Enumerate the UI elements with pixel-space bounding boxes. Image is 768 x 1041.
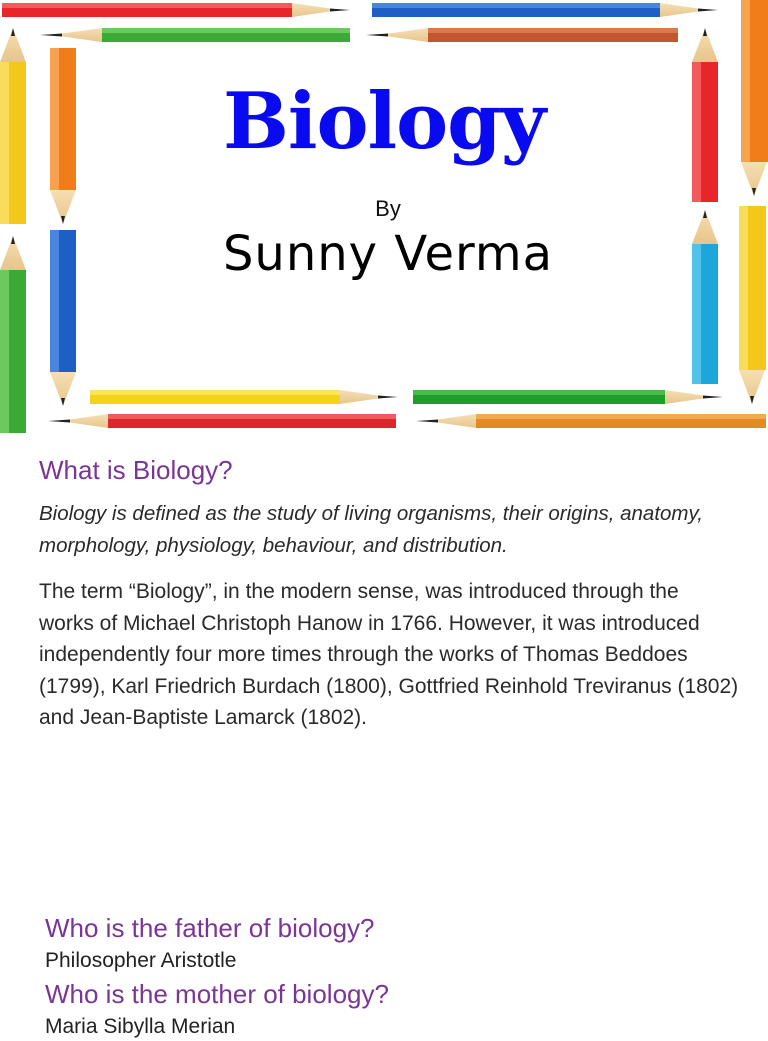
pencil-orange-bottom	[416, 414, 766, 428]
pencil-green-top	[40, 28, 350, 42]
history-paragraph: The term “Biology”, in the modern sense, was introduced through the works of Michael Christoph Hanow in 1766. However, it was introduced independently four more times through the works of Thomas Beddoes (1799), Karl Friedrich Burdach (1800), Gottfried Reinhold Treviranus (1802) and Jean-Baptiste Lamarck (1802).	[39, 580, 739, 729]
pencil-blue-top	[372, 3, 718, 17]
document-title: Biology	[222, 76, 546, 167]
pencil-green-bottom	[413, 390, 723, 404]
pencil-brown-top	[366, 28, 678, 42]
biology-definition: Biology is defined as the study of living organisms, their origins, anatomy, morphology, physiology, behaviour, and distribution.	[39, 502, 703, 557]
pencil-yellow-bottom	[90, 390, 398, 404]
answer-father-of-biology: Philosopher Aristotle	[45, 949, 237, 972]
author-name: Sunny Verma	[222, 226, 554, 282]
pencil-red-bottom	[48, 414, 396, 428]
question-mother-of-biology: Who is the mother of biology?	[45, 979, 389, 1009]
section-heading-what-is-biology: What is Biology?	[39, 455, 233, 485]
pencil-red-top	[2, 3, 350, 17]
question-father-of-biology: Who is the father of biology?	[45, 913, 375, 943]
answer-mother-of-biology: Maria Sibylla Merian	[45, 1015, 236, 1038]
by-label: By	[375, 196, 401, 221]
cover-header	[0, 0, 768, 433]
